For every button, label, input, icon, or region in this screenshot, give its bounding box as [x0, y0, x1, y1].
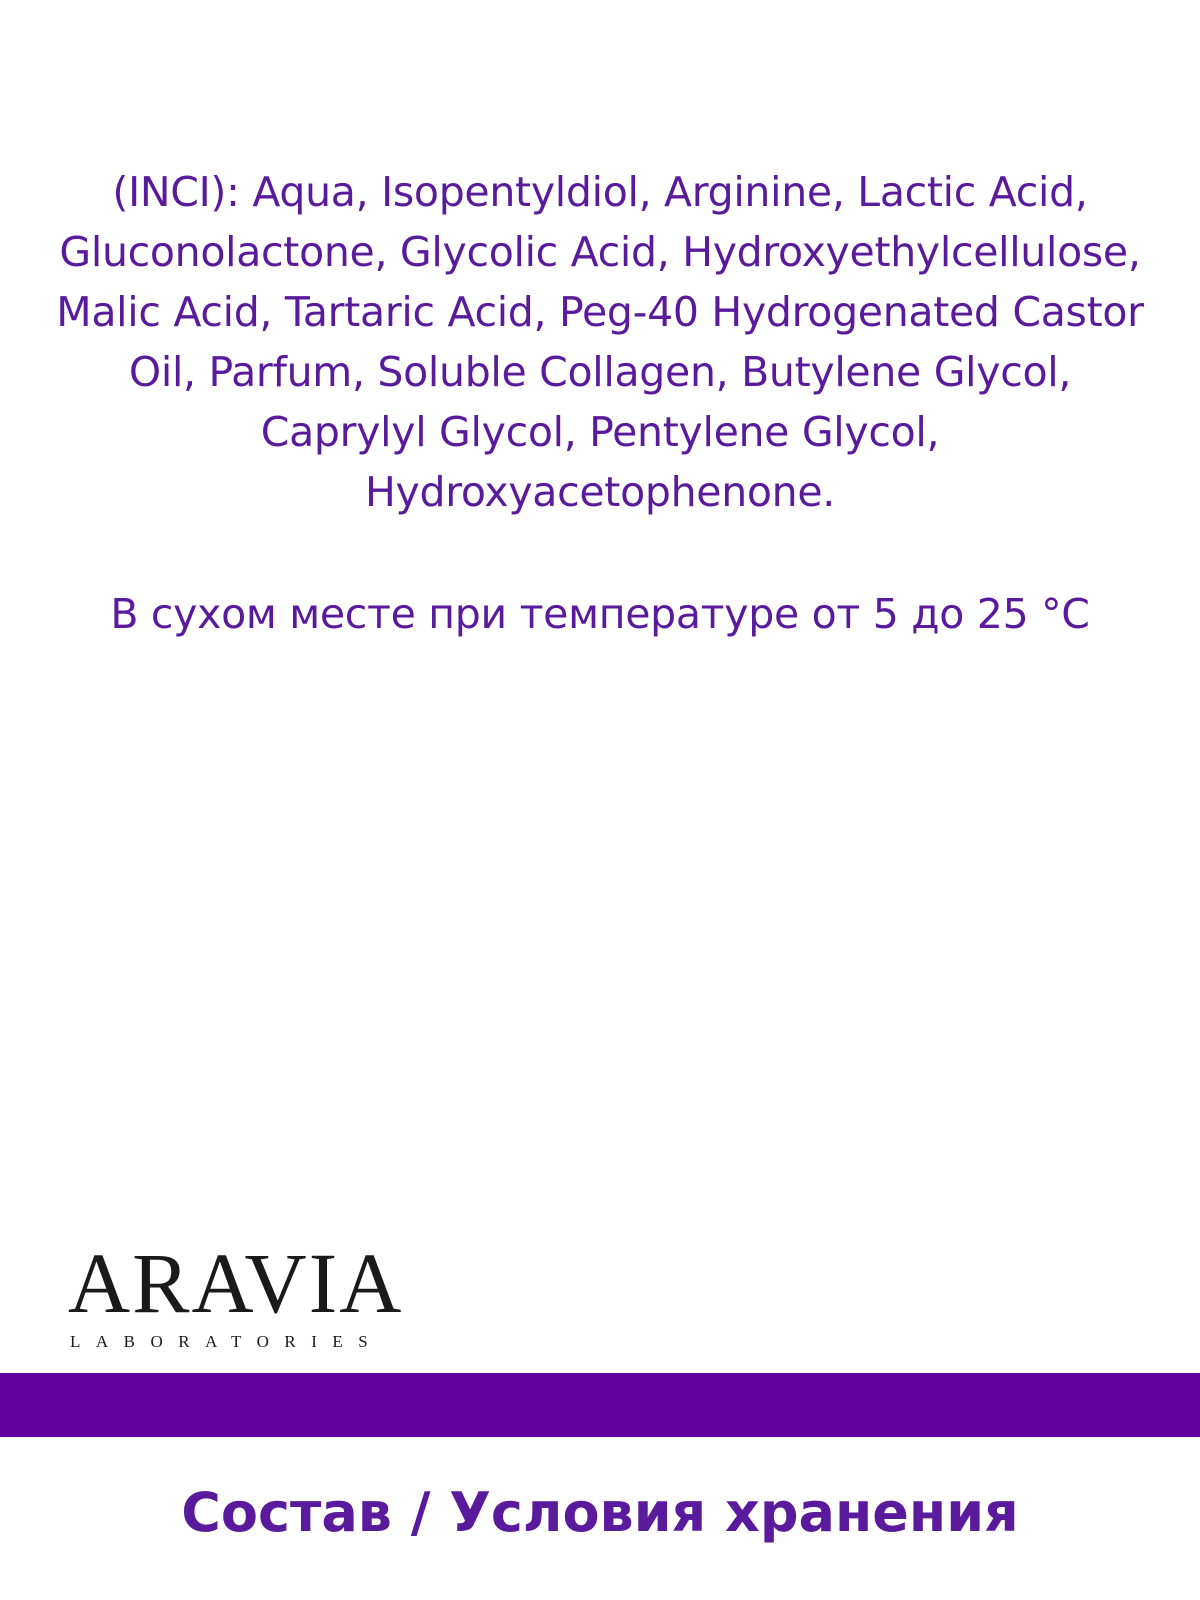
page-title: Состав / Условия хранения	[181, 1481, 1019, 1544]
brand-name: ARAVIA	[68, 1235, 404, 1331]
brand-subtitle: LABORATORIES	[70, 1332, 384, 1351]
storage-conditions: В сухом месте при температуре от 5 до 25 °С	[110, 590, 1090, 638]
accent-band	[0, 1373, 1200, 1437]
brand-logo	[68, 1235, 408, 1352]
ingredients-list: (INCI): Aqua, Isopentyldiol, Arginine, Lactic Acid, Gluconolactone, Glycolic Acid, Hydroxyethylcellulose, Malic Acid, Tartaric Acid, Peg-40 Hydrogenated Castor Oil, Parfum, Soluble Collagen, Butylene Glycol, Caprylyl Glycol, Pentylene Glycol, Hydroxyacetophenone.	[56, 168, 1144, 516]
composition-section	[40, 162, 1160, 644]
